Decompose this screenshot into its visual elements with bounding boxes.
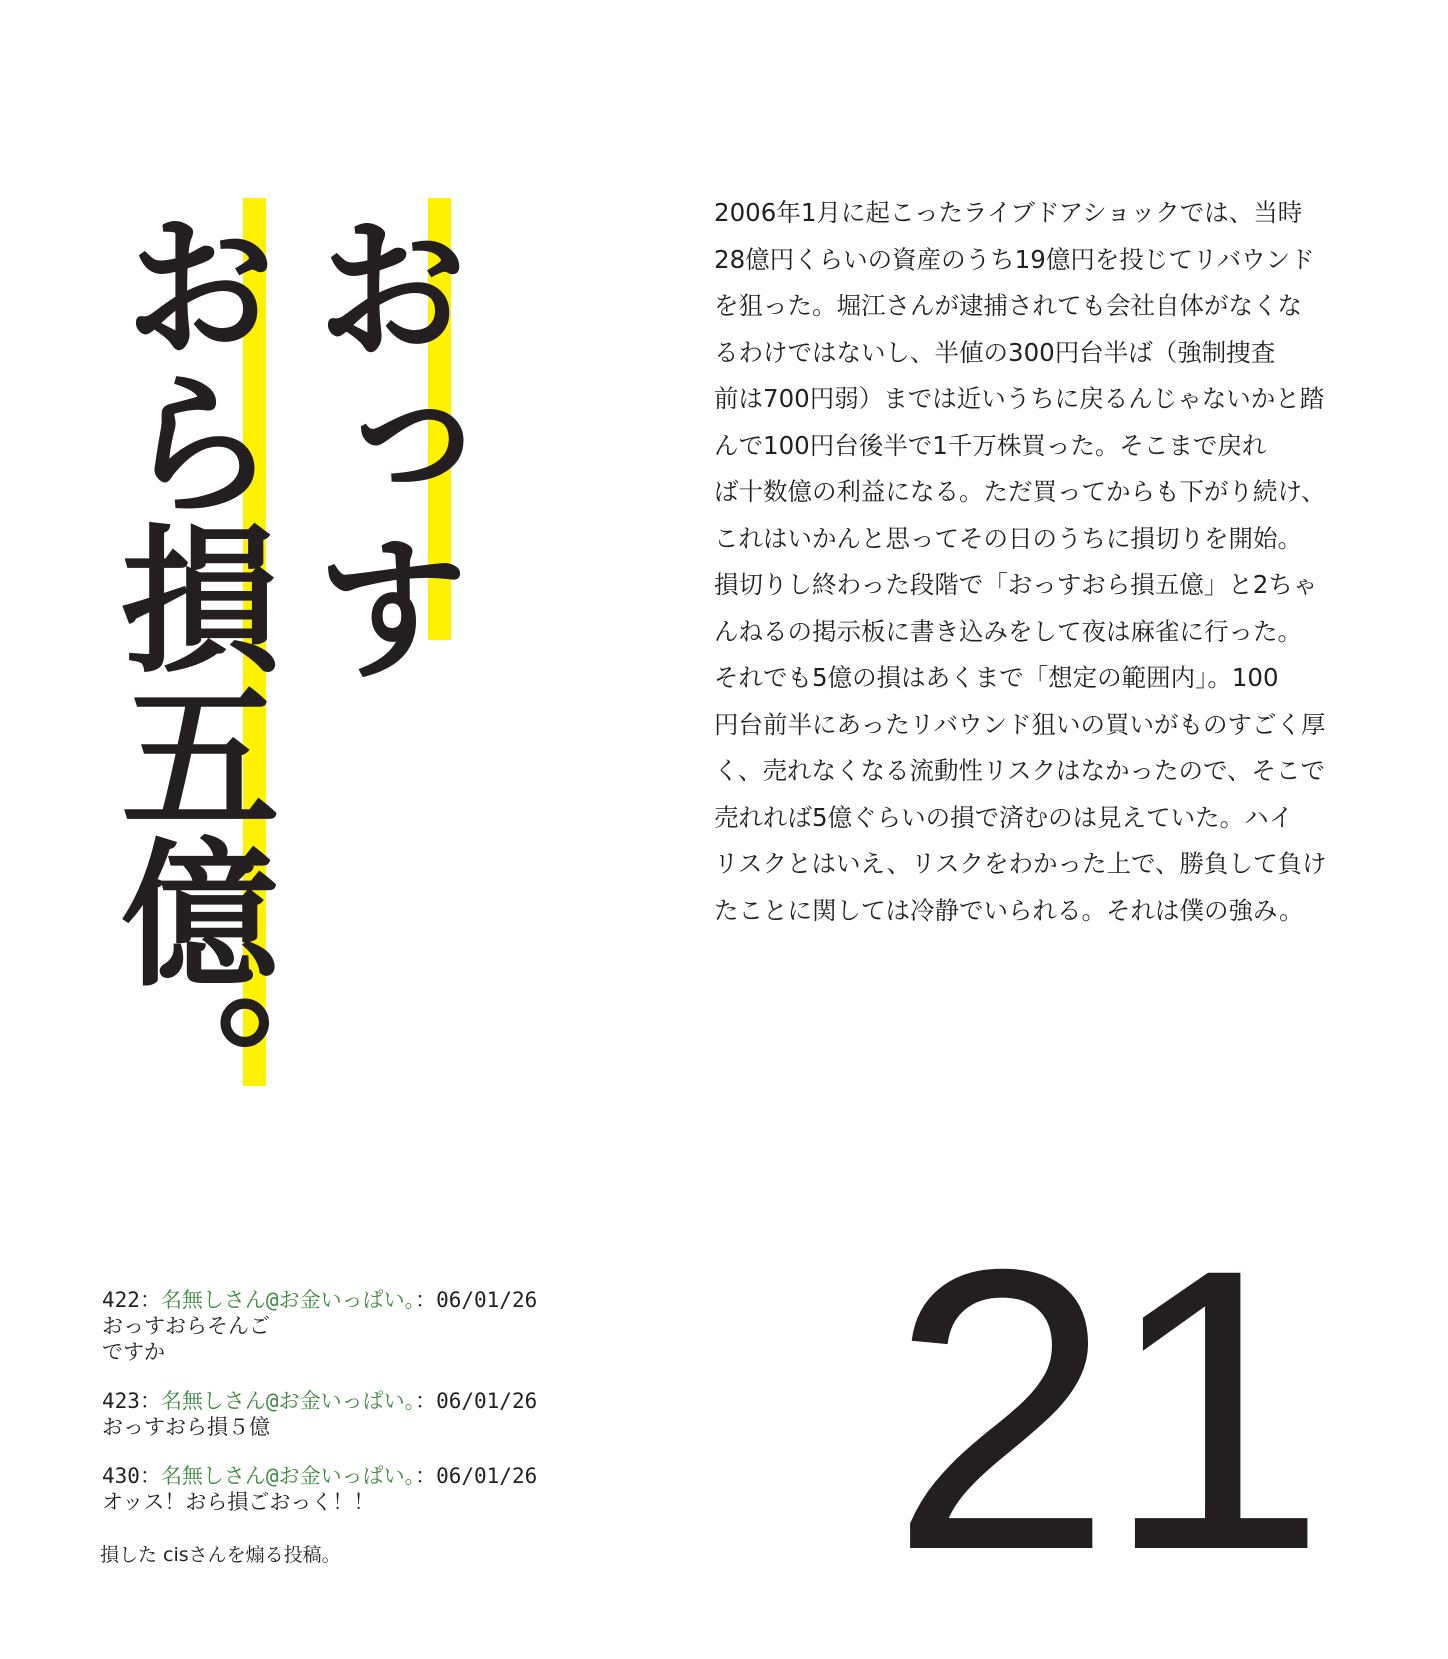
post-date: ：06/01/26 [415, 1389, 538, 1413]
poster-name: 名無しさん@お金いっぱい。 [160, 1464, 416, 1488]
post-date: ：06/01/26 [415, 1288, 538, 1312]
post-separator: ： [139, 1464, 161, 1488]
post-message-line: オッス！おら損ごおっく！！ [102, 1490, 375, 1514]
post-header [102, 1388, 537, 1414]
body-line: それでも5億の損はあくまで「想定の範囲内」。100 [714, 663, 1279, 692]
body-line: 2006年1月に起こったライブドアショックでは、当時 [714, 198, 1303, 227]
body-line: たことに関しては冷静でいられる。それは僕の強み。 [714, 895, 1304, 925]
poster-name: 名無しさん@お金いっぱい。 [160, 1389, 416, 1413]
page-number: 21 [890, 1186, 1319, 1633]
post-message-line: おっすおら損５億 [102, 1415, 270, 1439]
body-line: これはいかんと思ってその日のうちに損切りを開始。 [714, 523, 1302, 553]
board-post [102, 1388, 537, 1440]
post-header [102, 1287, 537, 1313]
body-line: んで100円台後半で1千万株買った。そこまで戻れ [714, 430, 1267, 460]
body-line: んねるの掲示板に書き込みをして夜は麻雀に行った。 [714, 616, 1302, 646]
body-line: るわけではないし、半値の300円台半ば（強制捜査 [714, 337, 1276, 367]
board-post [102, 1463, 537, 1515]
post-separator: ： [139, 1288, 161, 1312]
poster-name: 名無しさん@お金いっぱい。 [160, 1288, 416, 1312]
board-post [102, 1287, 537, 1365]
body-line: 円台前半にあったリバウンド狙いの買いがものすごく厚 [714, 709, 1326, 739]
post-number: 423 [102, 1389, 140, 1413]
post-separator: ： [139, 1389, 161, 1413]
body-line: を狙った。堀江さんが逮捕されても会社自体がなくな [714, 291, 1302, 320]
caption: 損した cisさんを煽る投稿。 [100, 1544, 341, 1566]
headline-line-1: おっす [287, 206, 471, 686]
post-message-line: おっすおらそんご [102, 1314, 270, 1338]
body-line: リスクとはいえ、リスクをわかった上で、勝負して負け [714, 849, 1327, 878]
post-date: ：06/01/26 [415, 1464, 538, 1488]
body-line: ば十数億の利益になる。ただ買ってからも下がり続け、 [714, 477, 1326, 506]
post-number: 430 [102, 1464, 140, 1488]
body-line: く、売れなくなる流動性リスクはなかったので、そこで [714, 756, 1326, 785]
body-text [714, 190, 1369, 934]
body-line: 28億円くらいの資産のうち19億円を投じてリバウンド [714, 244, 1315, 274]
body-line: 売れれば5億ぐらいの損で済むのは見えていた。ハイ [714, 802, 1294, 832]
body-line: 前は700円弱）までは近いうちに戻るんじゃないかと踏 [714, 384, 1325, 413]
post-number: 422 [102, 1288, 140, 1312]
post-message-line: ですか [102, 1340, 165, 1364]
headline-line-2: おら損五億。 [95, 204, 279, 1146]
body-line: 損切りし終わった段階で「おっすおら損五億」と2ちゃ [714, 570, 1318, 599]
post-header [102, 1463, 537, 1489]
